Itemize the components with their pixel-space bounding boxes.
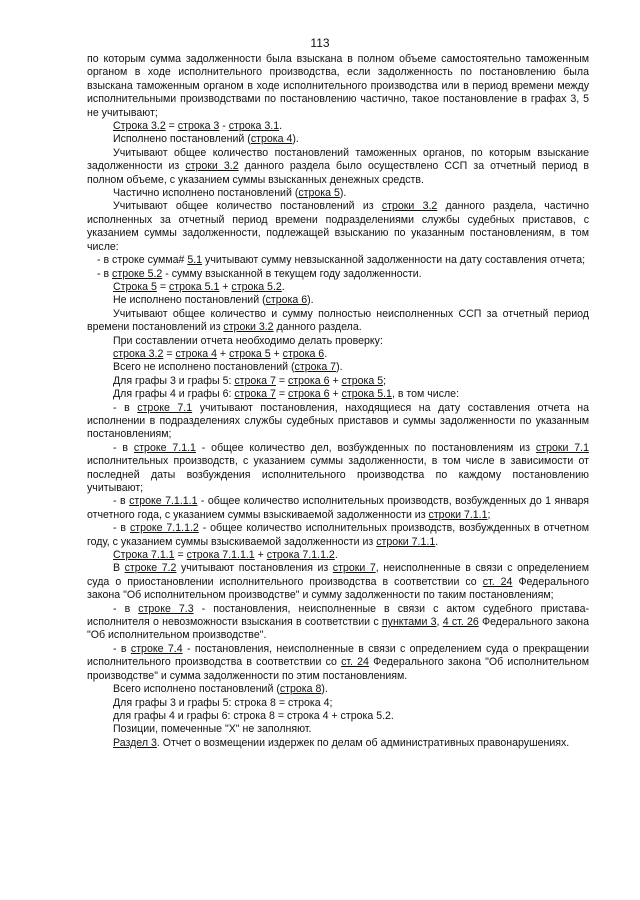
row-heading: Всего не исполнено постановлений (строка 7). (113, 361, 343, 374)
link-ref[interactable]: строке 7.1.1.1 (129, 495, 198, 508)
link-ref[interactable]: строка 4 (250, 133, 293, 146)
link-ref[interactable]: пунктами 3 (381, 616, 437, 629)
link-ref[interactable]: Строка 7.1.1 (113, 549, 175, 562)
link-ref[interactable]: строки 7.1.1 (428, 508, 488, 521)
dash-item: - в строке 7.3 - постановления, неисполненные в связи с актом судебного пристава-исполнителя о невозможности взыскания в соответствии с пунктами 3, 4 ст. 26 Федерального закона "Об исполнительном производстве". (87, 602, 590, 642)
dash-item: - в строке сумма# 5.1 учитывают сумму невзысканной задолженности на дату составления отчета; (97, 254, 586, 267)
link-ref[interactable]: строке 5.2 (112, 267, 163, 280)
formula-line: Строка 3.2 = строка 3 - строка 3.1. (113, 120, 283, 133)
link-ref[interactable]: строка 6 (282, 347, 325, 360)
dash-item: - в строке 5.2 - сумму взысканной в текущем году задолженности. (97, 267, 422, 280)
link-ref[interactable]: строка 5 (341, 374, 384, 387)
link-ref[interactable]: строка 7.1.1.2 (266, 549, 335, 562)
link-ref[interactable]: строка 5 (298, 187, 340, 200)
link-ref[interactable]: строка 5.1 (168, 280, 220, 293)
link-ref[interactable]: Раздел 3 (113, 736, 157, 749)
link-ref[interactable]: строке 7.2 (124, 562, 177, 575)
formula-line: для графы 4 и графы 6: строка 8 = строка 4 + строка 5.2. (113, 709, 394, 722)
formula-line: Для графы 4 и графы 6: строка 7 = строка 6 + строка 5.1, в том числе: (113, 388, 460, 401)
link-ref[interactable]: ст. 24 (341, 656, 369, 669)
link-ref[interactable]: ст. 24 (482, 575, 513, 588)
link-ref[interactable]: строка 7.1.1.1 (186, 549, 255, 562)
row-heading: Всего исполнено постановлений (строка 8). (113, 683, 328, 696)
link-ref[interactable]: строке 7.1.1 (133, 441, 196, 454)
document-body (87, 53, 589, 750)
link-ref[interactable]: строка 5 (229, 347, 271, 360)
link-ref[interactable]: Строка 3.2 (113, 120, 166, 133)
paragraph: В строке 7.2 учитывают постановления из строки 7, неисполненные в связи с определением суда о приостановлении исполнительного производства в соответствии со ст. 24 Федерального закона "Об исполнительном производстве" и сумму задолженности по таким постановлениям; (87, 562, 589, 602)
formula-line: Строка 7.1.1 = строка 7.1.1.1 + строка 7.1.1.2. (113, 549, 338, 562)
formula-line: строка 3.2 = строка 4 + строка 5 + строка 6. (113, 347, 328, 360)
paragraph: по которым сумма задолженности была взыскана в полном объеме самостоятельно таможенным органом в ходе исполнительного производства, если задолженность по постановлению была взыскана таможенным органом в ходе исполнительного производства или в период времени между исполнительными производствами по постановлению частично, такое постановление в графах 3, 5 не учитывают; (87, 53, 589, 119)
paragraph: Позиции, помеченные "X" не заполняют. (113, 723, 312, 736)
formula-line: Для графы 3 и графы 5: строка 7 = строка 6 + строка 5; (113, 374, 387, 387)
link-ref[interactable]: строке 7.4 (130, 642, 183, 655)
link-ref[interactable]: строка 3.1 (228, 120, 280, 133)
link-ref[interactable]: строка 7 (234, 374, 276, 387)
link-ref[interactable]: 5.1 (187, 254, 203, 267)
formula-line: Строка 5 = строка 5.1 + строка 5.2. (113, 280, 285, 293)
row-heading: Не исполнено постановлений (строка 6). (113, 294, 314, 307)
link-ref[interactable]: 4 ст. 26 (442, 616, 479, 629)
link-ref[interactable]: строки 3.2 (223, 321, 274, 334)
section-heading: Раздел 3. Отчет о возмещении издержек по делам об административных правонарушениях. (113, 736, 570, 749)
link-ref[interactable]: строка 3 (177, 120, 220, 133)
link-ref[interactable]: строке 7.1.1.2 (129, 522, 199, 535)
paragraph: Учитывают общее количество постановлений из строки 3.2 данного раздела, частично исполненных за отчетный период времени подразделениями службы судебных приставов, с указанием суммы задолженности, подлежащей взысканию по указанным постановлениям, в том числе: (87, 200, 589, 253)
link-ref[interactable]: строка 6 (287, 374, 330, 387)
paragraph: Учитывают общее количество и сумму полностью неисполненных ССП за отчетный период времени постановлений из строки 3.2 данного раздела. (87, 307, 589, 334)
link-ref[interactable]: строка 3.2 (113, 347, 164, 360)
link-ref[interactable]: Строка 5 (113, 280, 157, 293)
paragraph: Учитывают общее количество постановлений таможенных органов, по которым взыскание задолженности из строки 3.2 данного раздела было осуществлено ССП за отчетный период в полном объеме, с указанием суммы взысканных денежных средств. (87, 146, 589, 186)
link-ref[interactable]: строки 7.1 (535, 441, 590, 454)
link-ref[interactable]: строка 8 (279, 683, 322, 696)
link-ref[interactable]: строка 5.1 (341, 388, 392, 401)
link-ref[interactable]: строка 5.2 (231, 280, 282, 293)
page-number: 113 (310, 36, 330, 50)
link-ref[interactable]: строка 4 (175, 347, 217, 360)
link-ref[interactable]: строка 7 (234, 388, 276, 401)
dash-item: - в строке 7.1.1 - общее количество дел, возбужденных по постановлениям из строки 7.1 исполнительных производств, с указанием суммы задолженности, в том числе в зависимости от последней даты возбуждения исполнительного производства по каждому постановлению учитывают; (87, 441, 590, 494)
link-ref[interactable]: строки 7.1.1 (376, 535, 436, 548)
row-heading: Исполнено постановлений (строка 4). (113, 133, 299, 146)
link-ref[interactable]: строки 3.2 (185, 160, 239, 173)
link-ref[interactable]: строке 7.3 (138, 602, 194, 615)
dash-item: - в строке 7.4 - постановления, неисполненные в связи с определением суда о прекращении исполнительного производства в соответствии со ст. 24 Федерального закона "Об исполнительном производстве" и сумма задолженности по этим постановлениям. (87, 642, 590, 682)
link-ref[interactable]: строки 3.2 (381, 200, 438, 213)
formula-line: Для графы 3 и графы 5: строка 8 = строка 4; (113, 696, 333, 709)
link-ref[interactable]: строка 6 (265, 294, 308, 307)
dash-item: - в строке 7.1 учитывают постановления, находящиеся на дату составления отчета на исполнении в подразделениях службы судебных приставов и суммы задолженности по указанным постановлениям; (87, 401, 590, 441)
dash-item: - в строке 7.1.1.2 - общее количество исполнительных производств, возбужденных в отчетном году, с указанием суммы взыскиваемой задолженности из строки 7.1.1. (87, 522, 590, 548)
link-ref[interactable]: строка 7 (294, 361, 337, 374)
row-heading: Частично исполнено постановлений (строка 5). (113, 187, 347, 200)
paragraph: При составлении отчета необходимо делать проверку: (113, 334, 383, 347)
link-ref[interactable]: строки 7 (332, 562, 376, 575)
link-ref[interactable]: строке 7.1 (137, 401, 193, 414)
dash-item: - в строке 7.1.1.1 - общее количество исполнительных производств, возбужденных до 1 января отчетного года, с указанием суммы взыскиваемой задолженности из строки 7.1.1; (87, 495, 589, 521)
link-ref[interactable]: строка 6 (287, 388, 330, 401)
